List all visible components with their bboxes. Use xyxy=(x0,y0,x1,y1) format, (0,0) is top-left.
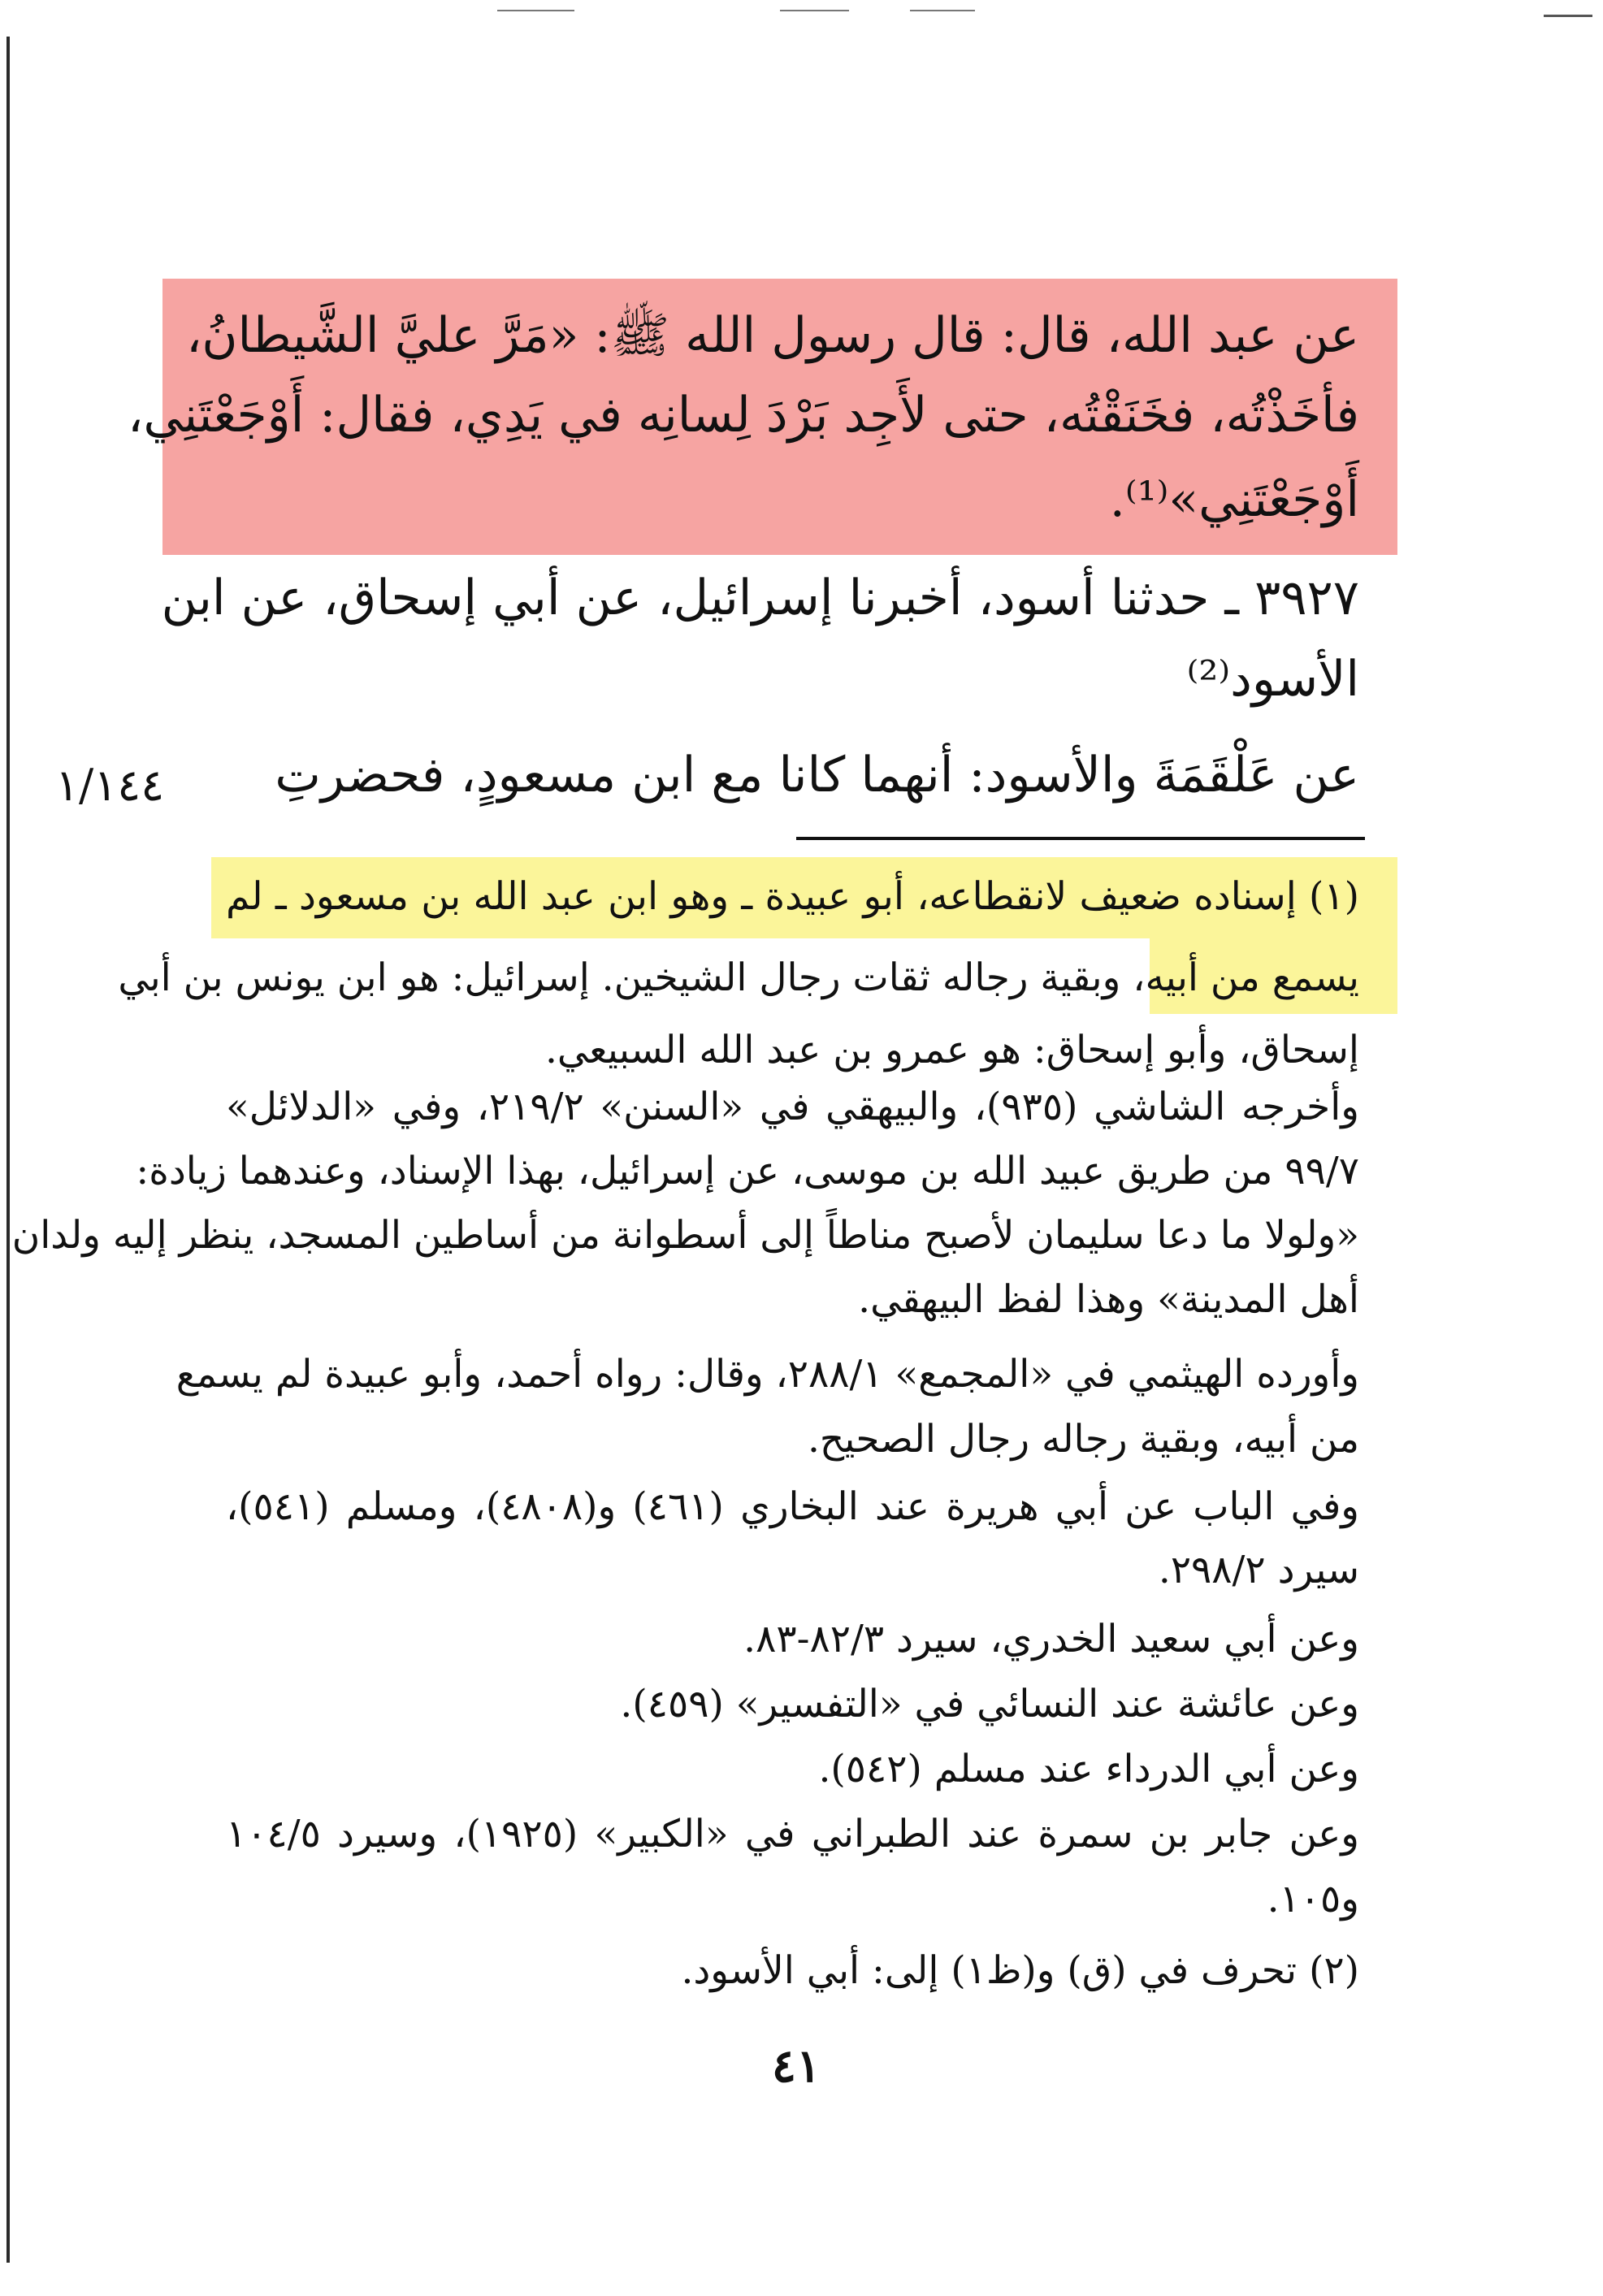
scan-top-mark-3 xyxy=(910,10,975,11)
hadith-3927-line-2: الأسود⁽²⁾ xyxy=(1186,651,1359,708)
footnote-1-line-5: ٩٩/٧ من طريق عبيد الله بن موسى، عن إسرائيل، بهذا الإسناد، وعندهما زيادة: xyxy=(136,1149,1359,1193)
hadith-line-2: فأخَذْتُه، فخَنَقْتُه، حتى لأَجِد بَرْدَ لِسانِه في يَدِي، فقال: أَوْجَعْتَنِي، xyxy=(127,387,1359,444)
footnote-2: (٢) تحرف في (ق) و(ظ١) إلى: أبي الأسود. xyxy=(681,1948,1359,1993)
scan-top-mark-4 xyxy=(1544,15,1592,17)
scan-top-mark-1 xyxy=(497,10,574,11)
page-number: ٤١ xyxy=(771,2039,821,2093)
footnote-1-line-8: وأورده الهيثمي في «المجمع» ٢٨٨/١، وقال: رواه أحمد، وأبو عبيدة لم يسمع xyxy=(175,1352,1359,1397)
footnote-separator xyxy=(796,837,1365,840)
scan-top-mark-2 xyxy=(780,10,849,11)
footnote-1-line-12: وعن أبي سعيد الخدري، سيرد ٨٢/٣-٨٣. xyxy=(743,1617,1359,1661)
footnote-1-line-9: من أبيه، وبقية رجاله رجال الصحيح. xyxy=(807,1417,1359,1462)
footnote-1-line-4: وأخرجه الشاشي (٩٣٥)، والبيهقي في «السنن» ٢١٩/٢، وفي «الدلائل» xyxy=(226,1085,1359,1129)
footnote-1-line-6: «ولولا ما دعا سليمان لأصبح مناطاً إلى أسطوانة من أساطين المسجد، ينظر إليه ولدان xyxy=(11,1213,1359,1258)
margin-volume-reference: ١/١٤٤ xyxy=(55,760,165,811)
footnote-1-line-10: وفي الباب عن أبي هريرة عند البخاري (٤٦١) و(٤٨٠٨)، ومسلم (٥٤١)، xyxy=(226,1484,1359,1529)
hadith-3927-line-1: ٣٩٢٧ ـ حدثنا أسود، أخبرنا إسرائيل، عن أبي إسحاق، عن ابن xyxy=(161,570,1359,626)
scan-edge-left xyxy=(6,37,10,2263)
footnote-1-line-3: إسحاق، وأبو إسحاق: هو عمرو بن عبد الله السبيعي. xyxy=(544,1028,1359,1072)
footnote-1-line-2: يسمع من أبيه، وبقية رجاله ثقات رجال الشيخين. إسرائيل: هو ابن يونس بن أبي xyxy=(118,955,1359,1000)
footnote-1-line-15: وعن جابر بن سمرة عند الطبراني في «الكبير» (١٩٢٥)، وسيرد ١٠٤/٥ xyxy=(226,1812,1359,1856)
footnote-1-line-16: و١٠٥. xyxy=(1267,1877,1359,1921)
footnote-1-line-11: سيرد ٢٩٨/٢. xyxy=(1158,1548,1359,1592)
hadith-line-1: عن عبد الله، قال: قال رسول الله ﷺ: «مَرَّ عليَّ الشَّيطانُ، xyxy=(186,307,1359,364)
footnote-1-line-1: (١) إسناده ضعيف لانقطاعه، أبو عبيدة ـ وهو ابن عبد الله بن مسعود ـ لم xyxy=(226,874,1359,919)
hadith-line-3: أَوْجَعْتَنِي»⁽¹⁾. xyxy=(1109,471,1359,528)
footnote-1-line-7: أهل المدينة» وهذا لفظ البيهقي. xyxy=(858,1277,1359,1322)
footnote-1-line-14: وعن أبي الدرداء عند مسلم (٥٤٢). xyxy=(818,1747,1359,1791)
footnote-1-line-13: وعن عائشة عند النسائي في «التفسير» (٤٥٩). xyxy=(620,1682,1359,1726)
hadith-3927-line-3: عن عَلْقَمَةَ والأسود: أنهما كانا مع ابن مسعودٍ، فحضرتِ xyxy=(275,747,1359,804)
